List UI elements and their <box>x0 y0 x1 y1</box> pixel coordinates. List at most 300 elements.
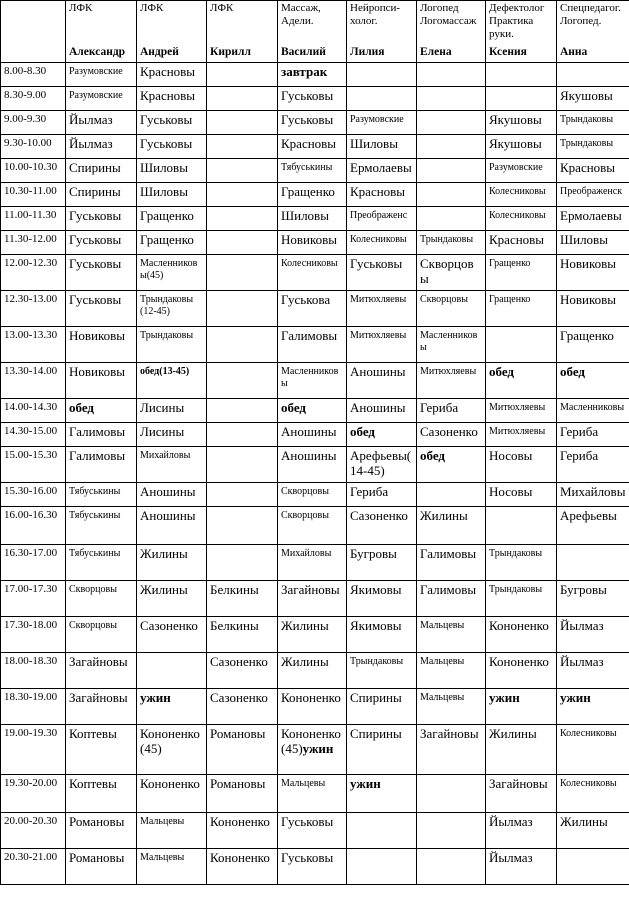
schedule-cell <box>207 545 278 581</box>
schedule-cell <box>417 423 486 447</box>
schedule-cell <box>417 255 486 291</box>
time-cell: 15.00-15.30 <box>1 447 66 483</box>
schedule-cell <box>278 689 347 725</box>
cell-text: Гуськовы <box>281 850 334 865</box>
schedule-cell <box>137 447 207 483</box>
cell-text: Гуськова <box>281 292 331 307</box>
cell-text: Скворцовы <box>69 584 117 595</box>
schedule-cell <box>486 775 557 813</box>
cell-text: Колесниковы <box>350 234 407 245</box>
schedule-cell <box>207 207 278 231</box>
schedule-cell <box>66 183 137 207</box>
cell-text: Йылмаз <box>560 654 604 669</box>
cell-text: Скворцовы <box>420 256 474 286</box>
cell-text: Масленниковы(45) <box>140 258 198 281</box>
cell-text: Масленниковы <box>560 402 625 413</box>
schedule-cell <box>557 775 629 813</box>
time-cell: 12.00-12.30 <box>1 255 66 291</box>
table-row <box>1 813 629 849</box>
schedule-cell <box>278 291 347 327</box>
schedule-cell <box>207 617 278 653</box>
schedule-cell <box>207 291 278 327</box>
column-role: ЛФК <box>210 2 234 14</box>
cell-text: Йылмаз <box>69 136 113 151</box>
schedule-cell <box>557 725 629 775</box>
schedule-cell <box>278 87 347 111</box>
cell-text: Шиловы <box>281 208 329 223</box>
cell-text: Гуськовы <box>281 112 334 127</box>
schedule-cell <box>486 581 557 617</box>
schedule-cell <box>417 327 486 363</box>
table-row <box>1 581 629 617</box>
schedule-cell <box>557 813 629 849</box>
cell-text: Гращенко <box>140 208 194 223</box>
schedule-cell <box>417 849 486 885</box>
header-cell <box>347 1 417 63</box>
header-cell <box>557 1 629 63</box>
header-cell <box>207 1 278 63</box>
cell-text: Аношины <box>281 448 337 463</box>
schedule-cell <box>207 653 278 689</box>
cell-text: Арефьевы( 14-45) <box>350 448 412 478</box>
time-cell: 19.30-20.00 <box>1 775 66 813</box>
cell-text: Арефьевы <box>560 508 617 523</box>
schedule-cell <box>417 617 486 653</box>
cell-text: Ермолаевы <box>560 208 622 223</box>
table-row <box>1 447 629 483</box>
column-role: Логопед Логомассаж <box>420 2 477 27</box>
schedule-cell <box>486 545 557 581</box>
cell-text: Красновы <box>350 184 406 199</box>
cell-text: Спирины <box>350 690 402 705</box>
schedule-cell <box>557 507 629 545</box>
schedule-cell <box>66 447 137 483</box>
cell-text: обед <box>69 400 95 415</box>
table-row <box>1 617 629 653</box>
cell-text: Тябуськины <box>69 548 121 559</box>
cell-text: Йылмаз <box>489 814 533 829</box>
schedule-cell <box>66 813 137 849</box>
column-role: ЛФК <box>140 2 164 14</box>
schedule-cell <box>347 111 417 135</box>
schedule-cell <box>347 87 417 111</box>
time-cell: 17.30-18.00 <box>1 617 66 653</box>
schedule-cell <box>417 775 486 813</box>
schedule-cell <box>278 849 347 885</box>
schedule-cell <box>278 581 347 617</box>
schedule-cell <box>207 507 278 545</box>
schedule-cell <box>207 399 278 423</box>
schedule-cell <box>207 483 278 507</box>
time-cell: 10.30-11.00 <box>1 183 66 207</box>
cell-text: Кононенко <box>489 618 549 633</box>
schedule-cell <box>137 617 207 653</box>
cell-text: Тябуськины <box>69 510 121 521</box>
time-cell: 12.30-13.00 <box>1 291 66 327</box>
schedule-cell <box>486 399 557 423</box>
schedule-cell <box>137 63 207 87</box>
time-cell: 11.30-12.00 <box>1 231 66 255</box>
cell-text: Митюхляевы <box>350 330 407 341</box>
schedule-cell <box>486 653 557 689</box>
schedule-cell <box>207 849 278 885</box>
schedule-cell <box>557 423 629 447</box>
table-row <box>1 183 629 207</box>
schedule-cell <box>417 447 486 483</box>
cell-text: Гуськовы <box>281 814 334 829</box>
cell-text: Кононенко <box>140 776 200 791</box>
cell-text: обед(13-45) <box>140 366 190 377</box>
cell-text: Шиловы <box>140 184 188 199</box>
time-cell: 9.30-10.00 <box>1 135 66 159</box>
time-cell: 18.30-19.00 <box>1 689 66 725</box>
schedule-cell <box>66 653 137 689</box>
schedule-cell <box>278 775 347 813</box>
schedule-cell <box>347 725 417 775</box>
schedule-cell <box>66 581 137 617</box>
schedule-cell <box>347 689 417 725</box>
cell-text: Гуськовы <box>69 232 122 247</box>
header-cell <box>1 1 66 63</box>
cell-text: обед <box>489 364 515 379</box>
cell-text: Кононенко <box>210 850 270 865</box>
cell-text: Скворцовы <box>281 486 329 497</box>
cell-text: обед <box>560 364 586 379</box>
schedule-cell <box>417 725 486 775</box>
schedule-cell <box>278 399 347 423</box>
cell-text: Галимовы <box>69 424 126 439</box>
cell-text: Аношины <box>350 400 406 415</box>
schedule-cell <box>486 183 557 207</box>
table-row <box>1 135 629 159</box>
schedule-cell <box>557 135 629 159</box>
schedule-cell <box>66 291 137 327</box>
schedule-cell <box>417 545 486 581</box>
schedule-cell <box>137 775 207 813</box>
schedule-cell <box>486 207 557 231</box>
time-cell: 11.00-11.30 <box>1 207 66 231</box>
cell-text: Гуськовы <box>69 208 122 223</box>
time-cell: 16.00-16.30 <box>1 507 66 545</box>
schedule-cell <box>66 849 137 885</box>
cell-text: Гуськовы <box>69 292 122 307</box>
schedule-cell <box>347 63 417 87</box>
cell-text: Трындаковы <box>489 548 543 559</box>
schedule-cell <box>278 813 347 849</box>
cell-text: Новиковы <box>69 328 126 343</box>
cell-text: ужин <box>560 690 591 705</box>
schedule-cell <box>207 581 278 617</box>
schedule-cell <box>66 725 137 775</box>
cell-text: завтрак <box>281 64 328 79</box>
table-row <box>1 159 629 183</box>
schedule-cell <box>486 63 557 87</box>
cell-text: Гращенко <box>560 328 614 343</box>
cell-text: Трындаковы <box>560 138 614 149</box>
schedule-cell <box>486 483 557 507</box>
schedule-cell <box>66 363 137 399</box>
schedule-cell <box>486 291 557 327</box>
schedule-cell <box>417 87 486 111</box>
cell-text: Йылмаз <box>560 618 604 633</box>
schedule-cell <box>417 207 486 231</box>
time-cell: 16.30-17.00 <box>1 545 66 581</box>
schedule-cell <box>486 111 557 135</box>
table-row <box>1 689 629 725</box>
cell-text: Новиковы <box>69 364 126 379</box>
schedule-cell <box>278 507 347 545</box>
time-cell: 14.00-14.30 <box>1 399 66 423</box>
schedule-cell <box>417 159 486 183</box>
schedule-cell <box>557 183 629 207</box>
schedule-cell <box>137 255 207 291</box>
schedule-cell <box>66 135 137 159</box>
schedule-cell <box>347 135 417 159</box>
cell-text: Гращенко <box>489 294 531 305</box>
schedule-cell <box>557 159 629 183</box>
schedule-cell <box>417 111 486 135</box>
schedule-cell <box>278 207 347 231</box>
column-name: Василий <box>281 46 326 58</box>
schedule-cell <box>557 327 629 363</box>
column-name: Лилия <box>350 46 385 58</box>
schedule-cell <box>486 87 557 111</box>
cell-text: Коптевы <box>69 776 117 791</box>
cell-text: Гериба <box>560 424 599 439</box>
schedule-cell <box>66 207 137 231</box>
schedule-cell <box>278 725 347 775</box>
column-name: Александр <box>69 46 126 58</box>
cell-text: Сазоненко <box>140 618 198 633</box>
schedule-cell <box>417 653 486 689</box>
cell-text: Красновы <box>560 160 616 175</box>
cell-text: Трындаковы <box>489 584 543 595</box>
schedule-cell <box>557 291 629 327</box>
schedule-cell <box>557 363 629 399</box>
cell-text: Сазоненко <box>350 508 408 523</box>
cell-text: Носовы <box>489 484 533 499</box>
schedule-cell <box>207 231 278 255</box>
cell-text: Шиловы <box>140 160 188 175</box>
cell-text: Загайновы <box>281 582 340 597</box>
time-cell: 20.00-20.30 <box>1 813 66 849</box>
cell-text: обед <box>350 424 376 439</box>
cell-text: Гуськовы <box>281 88 334 103</box>
cell-text: Колесниковы <box>560 728 617 739</box>
table-body <box>1 63 629 885</box>
schedule-cell <box>137 545 207 581</box>
schedule-cell <box>347 507 417 545</box>
schedule-cell <box>557 231 629 255</box>
column-role: Массаж, Адели. <box>281 2 321 27</box>
schedule-cell <box>347 423 417 447</box>
schedule-cell <box>486 255 557 291</box>
schedule-cell <box>347 207 417 231</box>
schedule-cell <box>486 813 557 849</box>
schedule-cell <box>66 507 137 545</box>
cell-text: Галимовы <box>69 448 126 463</box>
schedule-cell <box>278 183 347 207</box>
cell-text: ужин <box>350 776 381 791</box>
time-cell: 17.00-17.30 <box>1 581 66 617</box>
cell-text: Жилины <box>281 618 329 633</box>
cell-text: Новиковы <box>281 232 338 247</box>
cell-text: Романовы <box>210 776 266 791</box>
schedule-cell <box>278 423 347 447</box>
schedule-cell <box>278 159 347 183</box>
schedule-cell <box>66 423 137 447</box>
cell-text: Загайновы <box>69 654 128 669</box>
schedule-cell <box>278 231 347 255</box>
schedule-cell <box>557 255 629 291</box>
cell-text: Мальцевы <box>140 852 185 863</box>
cell-text: Тябуськины <box>69 486 121 497</box>
schedule-cell <box>137 183 207 207</box>
schedule-cell <box>417 291 486 327</box>
cell-text: Жилины <box>560 814 608 829</box>
cell-text: обед <box>281 400 307 415</box>
schedule-cell <box>486 725 557 775</box>
table-header <box>1 1 629 63</box>
table-row <box>1 363 629 399</box>
cell-text: Михайловы <box>140 450 191 461</box>
cell-text: Гращенко <box>489 258 531 269</box>
cell-text: Лисины <box>140 400 185 415</box>
column-name: Анна <box>560 46 588 58</box>
cell-text: Гуськовы <box>140 136 193 151</box>
schedule-cell <box>347 291 417 327</box>
cell-text: Кононенко <box>210 814 270 829</box>
cell-text: Красновы <box>281 136 337 151</box>
cell-text: Гериба <box>350 484 389 499</box>
cell-text: Кононенко <box>489 654 549 669</box>
schedule-cell <box>137 813 207 849</box>
schedule-cell <box>278 363 347 399</box>
cell-text: Разумовские <box>489 162 543 173</box>
header-row <box>1 1 629 63</box>
cell-text: Преображенс <box>350 210 408 221</box>
table-row <box>1 653 629 689</box>
schedule-cell <box>207 111 278 135</box>
schedule-cell <box>557 87 629 111</box>
cell-text: Шиловы <box>560 232 608 247</box>
header-cell <box>137 1 207 63</box>
cell-text: Аношины <box>281 424 337 439</box>
cell-text: Спирины <box>69 184 121 199</box>
schedule-cell <box>207 447 278 483</box>
cell-text: Романовы <box>69 814 125 829</box>
cell-text: Ермолаевы <box>350 160 412 175</box>
table-row <box>1 483 629 507</box>
schedule-cell <box>557 63 629 87</box>
schedule-cell <box>207 327 278 363</box>
cell-text: Гуськовы <box>140 112 193 127</box>
schedule-cell <box>557 447 629 483</box>
cell-text: Загайновы <box>420 726 479 741</box>
cell-text: Бугровы <box>560 582 607 597</box>
schedule-cell <box>486 327 557 363</box>
table-row <box>1 545 629 581</box>
schedule-cell <box>137 725 207 775</box>
time-cell: 8.30-9.00 <box>1 87 66 111</box>
cell-text: Аношины <box>140 484 196 499</box>
table-row <box>1 507 629 545</box>
cell-text: Белкины <box>210 618 259 633</box>
schedule-cell <box>417 507 486 545</box>
cell-text: Новиковы <box>560 292 617 307</box>
cell-text: Галимовы <box>420 546 477 561</box>
schedule-cell <box>347 617 417 653</box>
cell-text: Колесниковы <box>560 778 617 789</box>
time-cell: 14.30-15.00 <box>1 423 66 447</box>
cell-text: Масленниковы <box>420 330 478 353</box>
schedule-cell <box>137 507 207 545</box>
schedule-cell <box>486 231 557 255</box>
cell-text: Романовы <box>210 726 266 741</box>
cell-text: Трындаковы <box>140 330 194 341</box>
cell-text: Якушовы <box>489 136 542 151</box>
schedule-cell <box>557 617 629 653</box>
schedule-cell <box>137 423 207 447</box>
schedule-cell <box>347 545 417 581</box>
table-row <box>1 327 629 363</box>
schedule-cell <box>137 653 207 689</box>
cell-text: Масленниковы <box>281 366 339 389</box>
cell-text: ужин <box>489 690 520 705</box>
table-row <box>1 63 629 87</box>
cell-text: Мальцевы <box>420 656 465 667</box>
schedule-cell <box>417 689 486 725</box>
column-name: Кирилл <box>210 46 251 58</box>
schedule-cell <box>207 183 278 207</box>
cell-text: Жилины <box>281 654 329 669</box>
cell-text: Бугровы <box>350 546 397 561</box>
column-name: Ксения <box>489 46 527 58</box>
cell-text: Красновы <box>140 88 196 103</box>
cell-text: Йылмаз <box>69 112 113 127</box>
table-row <box>1 775 629 813</box>
schedule-cell <box>557 399 629 423</box>
time-cell: 18.00-18.30 <box>1 653 66 689</box>
cell-text: Сазоненко <box>210 690 268 705</box>
schedule-cell <box>347 255 417 291</box>
cell-text: Галимовы <box>281 328 338 343</box>
cell-text: Гериба <box>420 400 459 415</box>
schedule-cell <box>137 159 207 183</box>
schedule-cell <box>486 849 557 885</box>
schedule-cell <box>137 231 207 255</box>
schedule-cell <box>66 689 137 725</box>
cell-text: Йылмаз <box>489 850 533 865</box>
cell-text: Разумовские <box>69 66 123 77</box>
cell-text: Колесниковы <box>281 258 338 269</box>
schedule-cell <box>557 653 629 689</box>
table-row <box>1 423 629 447</box>
cell-text: ужин <box>140 690 171 705</box>
cell-text: Белкины <box>210 582 259 597</box>
schedule-cell <box>557 689 629 725</box>
cell-text: Новиковы <box>560 256 617 271</box>
schedule-cell <box>347 231 417 255</box>
cell-text: Скворцовы <box>420 294 468 305</box>
schedule-cell <box>207 87 278 111</box>
column-name: Андрей <box>140 46 179 58</box>
cell-text: Носовы <box>489 448 533 463</box>
schedule-cell <box>557 581 629 617</box>
schedule-cell <box>486 447 557 483</box>
schedule-cell <box>557 483 629 507</box>
schedule-cell <box>417 483 486 507</box>
